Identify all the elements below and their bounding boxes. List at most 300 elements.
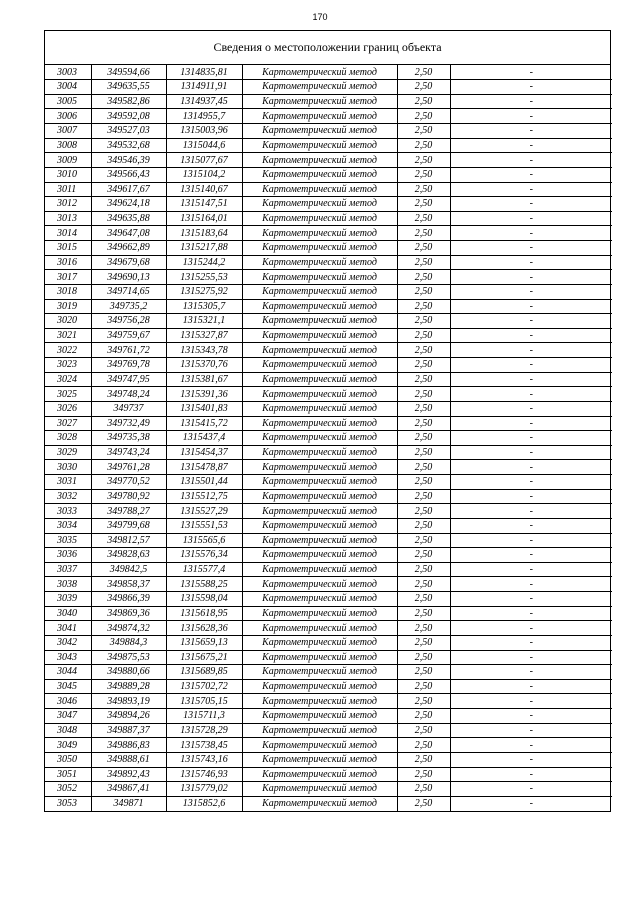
- x-coordinate-cell: 349894,26: [91, 709, 166, 724]
- point-number-cell: 3009: [45, 153, 91, 168]
- accuracy-cell: 2,50: [397, 431, 450, 446]
- y-coordinate-cell: 1315711,3: [166, 709, 242, 724]
- x-coordinate-cell: 349748,24: [91, 387, 166, 402]
- description-cell: -: [450, 650, 612, 665]
- point-number-cell: 3053: [45, 796, 91, 811]
- y-coordinate-cell: 1315437,4: [166, 431, 242, 446]
- x-coordinate-cell: 349828,63: [91, 548, 166, 563]
- description-cell: -: [450, 80, 612, 95]
- accuracy-cell: 2,50: [397, 94, 450, 109]
- table-title: Сведения о местоположении границ объекта: [45, 31, 610, 65]
- method-cell: Картометрический метод: [242, 562, 397, 577]
- point-number-cell: 3036: [45, 548, 91, 563]
- x-coordinate-cell: 349866,39: [91, 592, 166, 607]
- accuracy-cell: 2,50: [397, 299, 450, 314]
- point-number-cell: 3034: [45, 518, 91, 533]
- table-row: [45, 167, 612, 182]
- method-cell: Картометрический метод: [242, 592, 397, 607]
- table-row: [45, 621, 612, 636]
- description-cell: -: [450, 709, 612, 724]
- table-row: [45, 124, 612, 139]
- table-row: [45, 489, 612, 504]
- y-coordinate-cell: 1315003,96: [166, 124, 242, 139]
- description-cell: -: [450, 401, 612, 416]
- y-coordinate-cell: 1315275,92: [166, 284, 242, 299]
- accuracy-cell: 2,50: [397, 445, 450, 460]
- y-coordinate-cell: 1315577,4: [166, 562, 242, 577]
- accuracy-cell: 2,50: [397, 416, 450, 431]
- accuracy-cell: 2,50: [397, 504, 450, 519]
- point-number-cell: 3023: [45, 358, 91, 373]
- x-coordinate-cell: 349732,49: [91, 416, 166, 431]
- accuracy-cell: 2,50: [397, 679, 450, 694]
- x-coordinate-cell: 349647,08: [91, 226, 166, 241]
- x-coordinate-cell: 349788,27: [91, 504, 166, 519]
- point-number-cell: 3037: [45, 562, 91, 577]
- point-number-cell: 3045: [45, 679, 91, 694]
- method-cell: Картометрический метод: [242, 299, 397, 314]
- method-cell: Картометрический метод: [242, 694, 397, 709]
- accuracy-cell: 2,50: [397, 592, 450, 607]
- table-row: [45, 650, 612, 665]
- accuracy-cell: 2,50: [397, 562, 450, 577]
- point-number-cell: 3038: [45, 577, 91, 592]
- table-row: [45, 94, 612, 109]
- description-cell: -: [450, 124, 612, 139]
- method-cell: Картометрический метод: [242, 182, 397, 197]
- method-cell: Картометрический метод: [242, 460, 397, 475]
- description-cell: -: [450, 211, 612, 226]
- y-coordinate-cell: 1315478,87: [166, 460, 242, 475]
- method-cell: Картометрический метод: [242, 606, 397, 621]
- point-number-cell: 3052: [45, 782, 91, 797]
- x-coordinate-cell: 349880,66: [91, 665, 166, 680]
- description-cell: -: [450, 475, 612, 490]
- description-cell: -: [450, 518, 612, 533]
- method-cell: Картометрический метод: [242, 489, 397, 504]
- y-coordinate-cell: 1315512,75: [166, 489, 242, 504]
- method-cell: Картометрический метод: [242, 577, 397, 592]
- table-row: [45, 518, 612, 533]
- method-cell: Картометрический метод: [242, 372, 397, 387]
- description-cell: -: [450, 577, 612, 592]
- y-coordinate-cell: 1315244,2: [166, 255, 242, 270]
- point-number-cell: 3012: [45, 197, 91, 212]
- x-coordinate-cell: 349871: [91, 796, 166, 811]
- accuracy-cell: 2,50: [397, 694, 450, 709]
- method-cell: Картометрический метод: [242, 197, 397, 212]
- description-cell: -: [450, 460, 612, 475]
- method-cell: Картометрический метод: [242, 752, 397, 767]
- x-coordinate-cell: 349582,86: [91, 94, 166, 109]
- table-row: [45, 270, 612, 285]
- x-coordinate-cell: 349743,24: [91, 445, 166, 460]
- point-number-cell: 3013: [45, 211, 91, 226]
- accuracy-cell: 2,50: [397, 343, 450, 358]
- table-row: [45, 606, 612, 621]
- table-row: [45, 738, 612, 753]
- description-cell: -: [450, 431, 612, 446]
- x-coordinate-cell: 349592,08: [91, 109, 166, 124]
- point-number-cell: 3022: [45, 343, 91, 358]
- point-number-cell: 3039: [45, 592, 91, 607]
- description-cell: -: [450, 489, 612, 504]
- y-coordinate-cell: 1315327,87: [166, 328, 242, 343]
- accuracy-cell: 2,50: [397, 328, 450, 343]
- method-cell: Картометрический метод: [242, 650, 397, 665]
- x-coordinate-cell: 349624,18: [91, 197, 166, 212]
- method-cell: Картометрический метод: [242, 358, 397, 373]
- point-number-cell: 3040: [45, 606, 91, 621]
- x-coordinate-cell: 349714,65: [91, 284, 166, 299]
- method-cell: Картометрический метод: [242, 270, 397, 285]
- table-row: [45, 211, 612, 226]
- description-cell: -: [450, 182, 612, 197]
- method-cell: Картометрический метод: [242, 65, 397, 80]
- table-row: [45, 153, 612, 168]
- y-coordinate-cell: 1315746,93: [166, 767, 242, 782]
- table-row: [45, 226, 612, 241]
- description-cell: -: [450, 738, 612, 753]
- accuracy-cell: 2,50: [397, 752, 450, 767]
- method-cell: Картометрический метод: [242, 445, 397, 460]
- point-number-cell: 3043: [45, 650, 91, 665]
- method-cell: Картометрический метод: [242, 709, 397, 724]
- method-cell: Картометрический метод: [242, 211, 397, 226]
- point-number-cell: 3010: [45, 167, 91, 182]
- accuracy-cell: 2,50: [397, 372, 450, 387]
- point-number-cell: 3030: [45, 460, 91, 475]
- accuracy-cell: 2,50: [397, 314, 450, 329]
- accuracy-cell: 2,50: [397, 782, 450, 797]
- y-coordinate-cell: 1315391,36: [166, 387, 242, 402]
- point-number-cell: 3032: [45, 489, 91, 504]
- table-row: [45, 80, 612, 95]
- method-cell: Картометрический метод: [242, 533, 397, 548]
- point-number-cell: 3015: [45, 241, 91, 256]
- description-cell: -: [450, 314, 612, 329]
- accuracy-cell: 2,50: [397, 635, 450, 650]
- accuracy-cell: 2,50: [397, 167, 450, 182]
- point-number-cell: 3049: [45, 738, 91, 753]
- accuracy-cell: 2,50: [397, 518, 450, 533]
- point-number-cell: 3050: [45, 752, 91, 767]
- y-coordinate-cell: 1315705,15: [166, 694, 242, 709]
- y-coordinate-cell: 1315077,67: [166, 153, 242, 168]
- y-coordinate-cell: 1315044,6: [166, 138, 242, 153]
- accuracy-cell: 2,50: [397, 460, 450, 475]
- accuracy-cell: 2,50: [397, 489, 450, 504]
- method-cell: Картометрический метод: [242, 679, 397, 694]
- method-cell: Картометрический метод: [242, 255, 397, 270]
- method-cell: Картометрический метод: [242, 94, 397, 109]
- table-row: [45, 431, 612, 446]
- description-cell: -: [450, 752, 612, 767]
- table-row: [45, 548, 612, 563]
- method-cell: Картометрический метод: [242, 635, 397, 650]
- y-coordinate-cell: 1315415,72: [166, 416, 242, 431]
- description-cell: -: [450, 635, 612, 650]
- description-cell: -: [450, 167, 612, 182]
- point-number-cell: 3041: [45, 621, 91, 636]
- accuracy-cell: 2,50: [397, 767, 450, 782]
- method-cell: Картометрический метод: [242, 401, 397, 416]
- x-coordinate-cell: 349884,3: [91, 635, 166, 650]
- table-row: [45, 723, 612, 738]
- x-coordinate-cell: 349893,19: [91, 694, 166, 709]
- table-row: [45, 460, 612, 475]
- method-cell: Картометрический метод: [242, 124, 397, 139]
- table-row: [45, 577, 612, 592]
- accuracy-cell: 2,50: [397, 621, 450, 636]
- table-row: [45, 387, 612, 402]
- description-cell: -: [450, 621, 612, 636]
- method-cell: Картометрический метод: [242, 475, 397, 490]
- y-coordinate-cell: 1315501,44: [166, 475, 242, 490]
- accuracy-cell: 2,50: [397, 109, 450, 124]
- point-number-cell: 3035: [45, 533, 91, 548]
- point-number-cell: 3005: [45, 94, 91, 109]
- method-cell: Картометрический метод: [242, 343, 397, 358]
- x-coordinate-cell: 349842,5: [91, 562, 166, 577]
- description-cell: -: [450, 782, 612, 797]
- x-coordinate-cell: 349737: [91, 401, 166, 416]
- y-coordinate-cell: 1315164,01: [166, 211, 242, 226]
- y-coordinate-cell: 1315598,04: [166, 592, 242, 607]
- point-number-cell: 3011: [45, 182, 91, 197]
- method-cell: Картометрический метод: [242, 431, 397, 446]
- method-cell: Картометрический метод: [242, 109, 397, 124]
- y-coordinate-cell: 1315401,83: [166, 401, 242, 416]
- table-row: [45, 767, 612, 782]
- point-number-cell: 3007: [45, 124, 91, 139]
- table-row: [45, 328, 612, 343]
- table-row: [45, 665, 612, 680]
- point-number-cell: 3018: [45, 284, 91, 299]
- x-coordinate-cell: 349546,39: [91, 153, 166, 168]
- description-cell: -: [450, 665, 612, 680]
- table-row: [45, 241, 612, 256]
- point-number-cell: 3044: [45, 665, 91, 680]
- x-coordinate-cell: 349594,66: [91, 65, 166, 80]
- x-coordinate-cell: 349761,72: [91, 343, 166, 358]
- point-number-cell: 3017: [45, 270, 91, 285]
- description-cell: -: [450, 197, 612, 212]
- table-row: [45, 709, 612, 724]
- point-number-cell: 3046: [45, 694, 91, 709]
- point-number-cell: 3033: [45, 504, 91, 519]
- y-coordinate-cell: 1315743,16: [166, 752, 242, 767]
- x-coordinate-cell: 349679,68: [91, 255, 166, 270]
- accuracy-cell: 2,50: [397, 255, 450, 270]
- method-cell: Картометрический метод: [242, 621, 397, 636]
- description-cell: -: [450, 606, 612, 621]
- y-coordinate-cell: 1314955,7: [166, 109, 242, 124]
- table-row: [45, 782, 612, 797]
- x-coordinate-cell: 349812,57: [91, 533, 166, 548]
- table-row: [45, 475, 612, 490]
- method-cell: Картометрический метод: [242, 284, 397, 299]
- point-number-cell: 3026: [45, 401, 91, 416]
- point-number-cell: 3042: [45, 635, 91, 650]
- description-cell: -: [450, 153, 612, 168]
- method-cell: Картометрический метод: [242, 548, 397, 563]
- accuracy-cell: 2,50: [397, 211, 450, 226]
- x-coordinate-cell: 349635,88: [91, 211, 166, 226]
- y-coordinate-cell: 1315675,21: [166, 650, 242, 665]
- x-coordinate-cell: 349662,89: [91, 241, 166, 256]
- description-cell: -: [450, 343, 612, 358]
- description-cell: -: [450, 533, 612, 548]
- table-row: [45, 445, 612, 460]
- table-row: [45, 299, 612, 314]
- description-cell: -: [450, 416, 612, 431]
- accuracy-cell: 2,50: [397, 197, 450, 212]
- boundary-points-table: [45, 65, 612, 811]
- y-coordinate-cell: 1315576,34: [166, 548, 242, 563]
- description-cell: -: [450, 504, 612, 519]
- point-number-cell: 3027: [45, 416, 91, 431]
- boundary-table-sheet: [44, 30, 611, 812]
- description-cell: -: [450, 694, 612, 709]
- method-cell: Картометрический метод: [242, 723, 397, 738]
- description-cell: -: [450, 679, 612, 694]
- description-cell: -: [450, 723, 612, 738]
- point-number-cell: 3031: [45, 475, 91, 490]
- accuracy-cell: 2,50: [397, 606, 450, 621]
- point-number-cell: 3008: [45, 138, 91, 153]
- x-coordinate-cell: 349769,78: [91, 358, 166, 373]
- point-number-cell: 3016: [45, 255, 91, 270]
- x-coordinate-cell: 349887,37: [91, 723, 166, 738]
- accuracy-cell: 2,50: [397, 401, 450, 416]
- method-cell: Картометрический метод: [242, 416, 397, 431]
- accuracy-cell: 2,50: [397, 738, 450, 753]
- x-coordinate-cell: 349867,41: [91, 782, 166, 797]
- point-number-cell: 3014: [45, 226, 91, 241]
- table-row: [45, 372, 612, 387]
- table-row: [45, 416, 612, 431]
- y-coordinate-cell: 1315738,45: [166, 738, 242, 753]
- x-coordinate-cell: 349875,53: [91, 650, 166, 665]
- x-coordinate-cell: 349617,67: [91, 182, 166, 197]
- method-cell: Картометрический метод: [242, 80, 397, 95]
- y-coordinate-cell: 1315565,6: [166, 533, 242, 548]
- table-row: [45, 401, 612, 416]
- y-coordinate-cell: 1315381,67: [166, 372, 242, 387]
- accuracy-cell: 2,50: [397, 284, 450, 299]
- description-cell: -: [450, 387, 612, 402]
- method-cell: Картометрический метод: [242, 518, 397, 533]
- accuracy-cell: 2,50: [397, 138, 450, 153]
- description-cell: -: [450, 592, 612, 607]
- description-cell: -: [450, 255, 612, 270]
- table-row: [45, 358, 612, 373]
- accuracy-cell: 2,50: [397, 475, 450, 490]
- table-row: [45, 138, 612, 153]
- x-coordinate-cell: 349527,03: [91, 124, 166, 139]
- point-number-cell: 3003: [45, 65, 91, 80]
- accuracy-cell: 2,50: [397, 182, 450, 197]
- x-coordinate-cell: 349635,55: [91, 80, 166, 95]
- method-cell: Картометрический метод: [242, 153, 397, 168]
- table-row: [45, 796, 612, 811]
- table-body: [45, 65, 612, 811]
- accuracy-cell: 2,50: [397, 80, 450, 95]
- description-cell: -: [450, 226, 612, 241]
- y-coordinate-cell: 1315689,85: [166, 665, 242, 680]
- x-coordinate-cell: 349888,61: [91, 752, 166, 767]
- table-row: [45, 635, 612, 650]
- description-cell: -: [450, 270, 612, 285]
- accuracy-cell: 2,50: [397, 709, 450, 724]
- y-coordinate-cell: 1315147,51: [166, 197, 242, 212]
- description-cell: -: [450, 284, 612, 299]
- method-cell: Картометрический метод: [242, 328, 397, 343]
- table-row: [45, 109, 612, 124]
- x-coordinate-cell: 349690,13: [91, 270, 166, 285]
- point-number-cell: 3024: [45, 372, 91, 387]
- x-coordinate-cell: 349874,32: [91, 621, 166, 636]
- y-coordinate-cell: 1315343,78: [166, 343, 242, 358]
- description-cell: -: [450, 548, 612, 563]
- description-cell: -: [450, 299, 612, 314]
- x-coordinate-cell: 349780,92: [91, 489, 166, 504]
- method-cell: Картометрический метод: [242, 241, 397, 256]
- point-number-cell: 3028: [45, 431, 91, 446]
- accuracy-cell: 2,50: [397, 548, 450, 563]
- point-number-cell: 3004: [45, 80, 91, 95]
- y-coordinate-cell: 1315852,6: [166, 796, 242, 811]
- description-cell: -: [450, 109, 612, 124]
- method-cell: Картометрический метод: [242, 665, 397, 680]
- y-coordinate-cell: 1314835,81: [166, 65, 242, 80]
- x-coordinate-cell: 349566,43: [91, 167, 166, 182]
- accuracy-cell: 2,50: [397, 796, 450, 811]
- accuracy-cell: 2,50: [397, 226, 450, 241]
- x-coordinate-cell: 349756,28: [91, 314, 166, 329]
- method-cell: Картометрический метод: [242, 796, 397, 811]
- accuracy-cell: 2,50: [397, 665, 450, 680]
- accuracy-cell: 2,50: [397, 650, 450, 665]
- x-coordinate-cell: 349747,95: [91, 372, 166, 387]
- table-row: [45, 592, 612, 607]
- description-cell: -: [450, 328, 612, 343]
- table-row: [45, 562, 612, 577]
- table-row: [45, 197, 612, 212]
- description-cell: -: [450, 241, 612, 256]
- y-coordinate-cell: 1315659,13: [166, 635, 242, 650]
- accuracy-cell: 2,50: [397, 387, 450, 402]
- method-cell: Картометрический метод: [242, 314, 397, 329]
- x-coordinate-cell: 349532,68: [91, 138, 166, 153]
- table-row: [45, 314, 612, 329]
- method-cell: Картометрический метод: [242, 782, 397, 797]
- y-coordinate-cell: 1315618,95: [166, 606, 242, 621]
- accuracy-cell: 2,50: [397, 270, 450, 285]
- y-coordinate-cell: 1315702,72: [166, 679, 242, 694]
- x-coordinate-cell: 349735,2: [91, 299, 166, 314]
- accuracy-cell: 2,50: [397, 241, 450, 256]
- x-coordinate-cell: 349892,43: [91, 767, 166, 782]
- method-cell: Картометрический метод: [242, 387, 397, 402]
- x-coordinate-cell: 349770,52: [91, 475, 166, 490]
- description-cell: -: [450, 445, 612, 460]
- method-cell: Картометрический метод: [242, 167, 397, 182]
- point-number-cell: 3047: [45, 709, 91, 724]
- x-coordinate-cell: 349889,28: [91, 679, 166, 694]
- table-row: [45, 284, 612, 299]
